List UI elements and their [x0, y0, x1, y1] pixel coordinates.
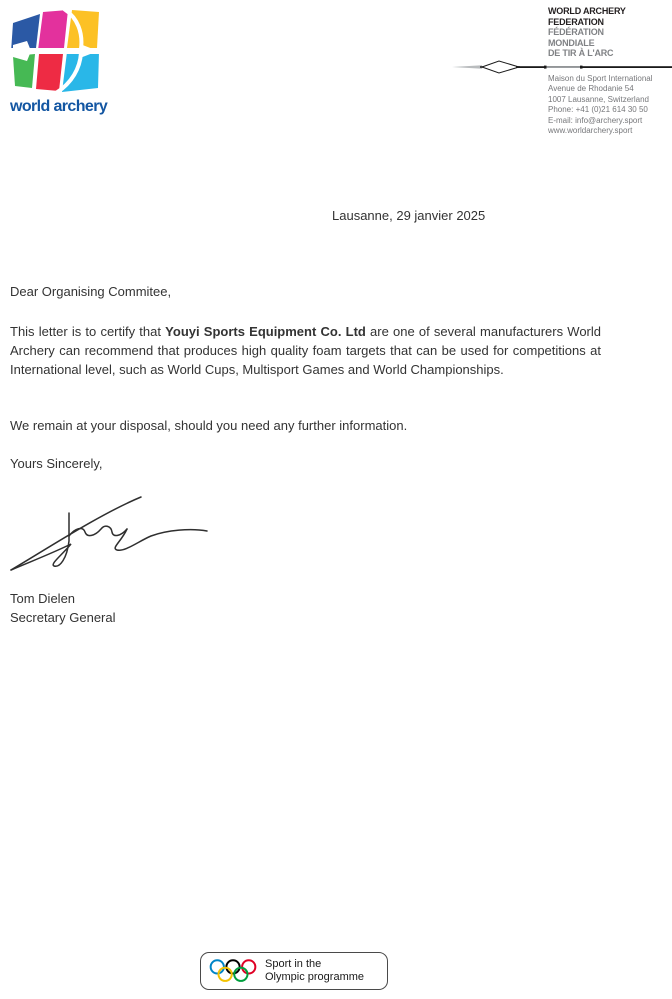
org-name-fr-line: MONDIALE — [548, 37, 595, 48]
closing-line: We remain at your disposal, should you need any further information. — [10, 418, 408, 433]
signer-name: Tom Dielen — [10, 591, 76, 606]
world-archery-logo-icon — [10, 8, 102, 94]
org-name-block — [548, 6, 626, 59]
badge-text — [265, 958, 364, 984]
address-line: Avenue de Rhodanie 54 — [548, 84, 634, 94]
org-name-fr-line: FÉDÉRATION — [548, 27, 604, 37]
signature-scrawl — [5, 486, 220, 578]
body-paragraph — [10, 322, 601, 379]
address-line: www.worldarchery.sport — [548, 126, 633, 136]
body-text-post: are one of several manufacturers World Archery can recommend that produces high quality foam targets that can be used for competitions at International level, such as World Cups, Multisport Games and World Championships. — [10, 324, 601, 377]
address-line: 1007 Lausanne, Switzerland — [548, 94, 649, 104]
logo-wordmark: world archery — [10, 98, 108, 115]
address-line: E-mail: info@archery.sport — [548, 115, 643, 125]
address-line: Phone: +41 (0)21 614 30 50 — [548, 105, 648, 115]
arrow-icon — [452, 59, 672, 75]
org-name-line: WORLD ARCHERY — [548, 6, 626, 16]
body-text-pre: This letter is to certify that — [10, 324, 166, 339]
dateline: Lausanne, 29 janvier 2025 — [332, 208, 486, 223]
org-name-line: FEDERATION — [548, 16, 604, 27]
badge-line1: Sport in the — [265, 958, 322, 970]
olympic-rings-icon — [209, 957, 257, 985]
signer-title: Secretary General — [10, 610, 116, 625]
world-archery-logo — [10, 8, 110, 116]
address-line: Maison du Sport International — [548, 74, 653, 83]
olympic-programme-badge — [200, 952, 388, 990]
address-block — [548, 74, 653, 136]
badge-line2: Olympic programme — [265, 971, 365, 983]
org-name-fr-line: DE TIR À L'ARC — [548, 48, 614, 58]
signoff: Yours Sincerely, — [10, 456, 103, 471]
company-name: Youyi Sports Equipment Co. Ltd — [165, 324, 366, 339]
salutation: Dear Organising Commitee, — [10, 284, 172, 299]
